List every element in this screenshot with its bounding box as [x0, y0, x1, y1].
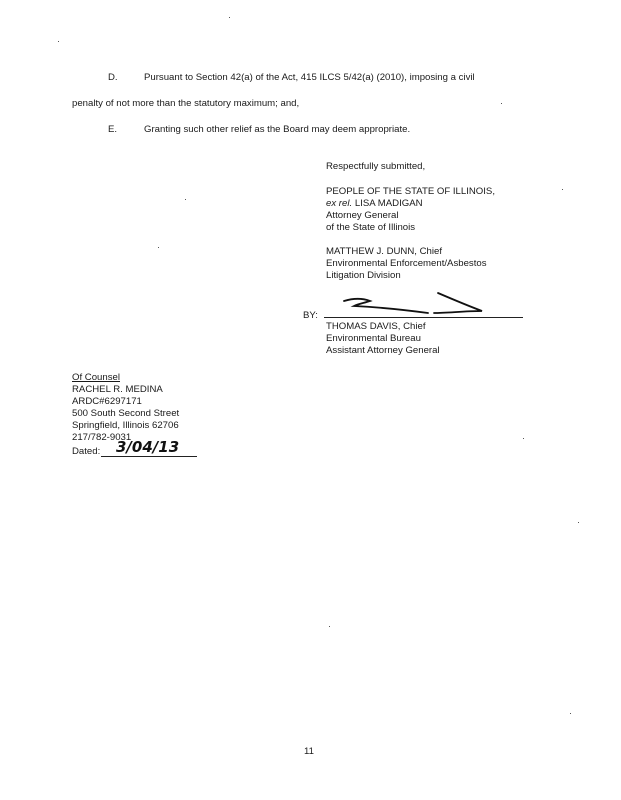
dated-label: Dated: — [72, 446, 101, 457]
item-e-letter: E. — [108, 124, 118, 135]
scan-speck — [570, 713, 571, 714]
signer-line-3: Assistant Attorney General — [326, 345, 440, 356]
item-d-text: Pursuant to Section 42(a) of the Act, 415 ILCS 5/42(a) (2010), imposing a civil — [144, 72, 475, 83]
ex-rel-prefix: ex rel. — [326, 198, 353, 209]
item-d-continuation: penalty of not more than the statutory maximum; and, — [72, 98, 300, 109]
page-number: 11 — [304, 746, 314, 757]
item-e-text: Granting such other relief as the Board may deem appropriate. — [144, 124, 411, 135]
scan-speck — [578, 522, 579, 523]
signatory-line-3: Attorney General — [326, 210, 399, 221]
chief-line-2: Environmental Enforcement/Asbestos — [326, 258, 487, 269]
counsel-phone: 217/782-9031 — [72, 432, 132, 443]
item-d-letter: D. — [108, 72, 118, 83]
scan-speck — [329, 626, 330, 627]
scan-speck — [562, 189, 563, 190]
ex-rel-name: LISA MADIGAN — [354, 198, 423, 209]
scan-speck — [229, 17, 230, 18]
counsel-ardc: ARDC#6297171 — [72, 396, 142, 407]
scan-speck — [501, 103, 502, 104]
signatory-line-4: of the State of Illinois — [326, 222, 416, 233]
signer-line-1: THOMAS DAVIS, Chief — [326, 321, 426, 332]
closing-text: Respectfully submitted, — [326, 161, 426, 172]
signatory-line-2 — [326, 198, 423, 209]
dated-line — [101, 456, 197, 457]
scan-speck — [523, 438, 524, 439]
scan-speck — [158, 247, 159, 248]
scan-speck — [58, 41, 59, 42]
counsel-street: 500 South Second Street — [72, 408, 180, 419]
dated-handwritten: 3/04/13 — [116, 438, 180, 456]
counsel-heading: Of Counsel — [72, 372, 120, 383]
counsel-name: RACHEL R. MEDINA — [72, 384, 163, 395]
scan-speck — [185, 199, 186, 200]
counsel-city: Springfield, Illinois 62706 — [72, 420, 179, 431]
chief-line-1: MATTHEW J. DUNN, Chief — [326, 246, 443, 257]
by-label: BY: — [303, 310, 318, 321]
chief-line-3: Litigation Division — [326, 270, 401, 281]
signer-line-2: Environmental Bureau — [326, 333, 421, 344]
signature-graphic — [336, 289, 488, 319]
signatory-line-1: PEOPLE OF THE STATE OF ILLINOIS, — [326, 186, 495, 197]
signature-line — [324, 317, 523, 318]
